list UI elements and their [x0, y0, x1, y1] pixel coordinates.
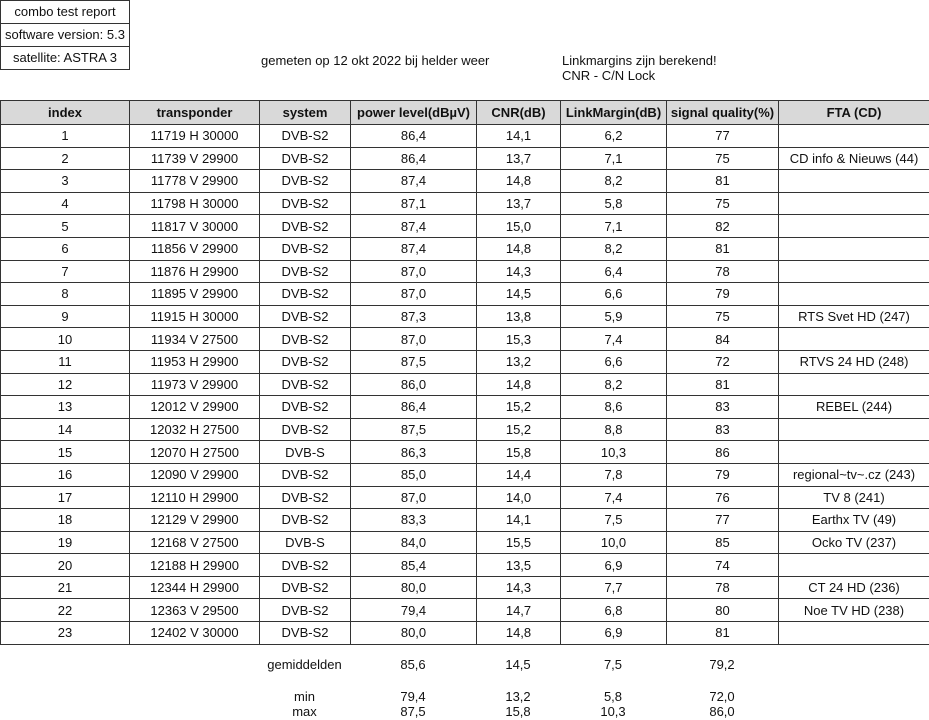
cell-transponder: 12168 V 27500 — [130, 531, 260, 554]
table-row — [1, 441, 929, 464]
cell-linkmargin: 10,0 — [561, 531, 667, 554]
cell-fta-channel — [779, 125, 929, 148]
cell-fta-channel: RTVS 24 HD (248) — [779, 350, 929, 373]
column-header-cnr: CNR(dB) — [477, 101, 561, 125]
cell-power-level: 87,4 — [351, 170, 477, 193]
cell-fta-channel — [779, 418, 929, 441]
cell-fta-channel — [779, 622, 929, 645]
cell-cnr: 14,5 — [477, 283, 561, 306]
cell-cnr: 15,8 — [477, 441, 561, 464]
cell-linkmargin: 7,7 — [561, 576, 667, 599]
cell-power-level: 87,5 — [351, 418, 477, 441]
cell-transponder: 12402 V 30000 — [130, 622, 260, 645]
software-version: software version: 5.3 — [1, 24, 129, 47]
cell-fta-channel — [779, 373, 929, 396]
cell-cnr: 13,7 — [477, 192, 561, 215]
table-row — [1, 125, 929, 148]
cell-system: DVB-S2 — [260, 215, 351, 238]
cell-fta-channel — [779, 260, 929, 283]
cell-cnr: 14,8 — [477, 373, 561, 396]
column-header-fta-channel: FTA (CD) — [779, 101, 929, 125]
cell-transponder: 11798 H 30000 — [130, 192, 260, 215]
report-title: combo test report — [1, 1, 129, 24]
cell-cnr: 15,5 — [477, 531, 561, 554]
cell-linkmargin: 8,2 — [561, 170, 667, 193]
cell-index: 17 — [1, 486, 130, 509]
cell-power-level: 86,4 — [351, 396, 477, 419]
cell-signal-quality: 85 — [667, 531, 779, 554]
table-row — [1, 305, 929, 328]
table-header-row — [1, 101, 929, 125]
max-power: 87,5 — [400, 704, 426, 719]
summary-average-row — [0, 657, 929, 672]
cell-cnr: 13,5 — [477, 554, 561, 577]
cell-transponder: 11915 H 30000 — [130, 305, 260, 328]
summary-min-row — [0, 689, 929, 704]
cell-signal-quality: 81 — [667, 170, 779, 193]
cell-cnr: 14,8 — [477, 237, 561, 260]
cell-signal-quality: 81 — [667, 373, 779, 396]
cell-power-level: 87,0 — [351, 486, 477, 509]
cell-power-level: 85,4 — [351, 554, 477, 577]
cell-cnr: 14,7 — [477, 599, 561, 622]
cell-index: 4 — [1, 192, 130, 215]
cell-power-level: 87,0 — [351, 283, 477, 306]
cell-signal-quality: 75 — [667, 192, 779, 215]
cell-fta-channel — [779, 328, 929, 351]
cell-transponder: 12188 H 29900 — [130, 554, 260, 577]
cell-fta-channel: Ocko TV (237) — [779, 531, 929, 554]
cell-system: DVB-S2 — [260, 260, 351, 283]
cell-fta-channel — [779, 170, 929, 193]
cell-system: DVB-S2 — [260, 192, 351, 215]
cell-linkmargin: 8,8 — [561, 418, 667, 441]
cell-power-level: 86,4 — [351, 147, 477, 170]
cell-cnr: 14,3 — [477, 260, 561, 283]
cell-system: DVB-S2 — [260, 125, 351, 148]
cell-system: DVB-S2 — [260, 350, 351, 373]
cell-transponder: 11895 V 29900 — [130, 283, 260, 306]
min-linkmargin: 5,8 — [603, 689, 623, 704]
cell-transponder: 11817 V 30000 — [130, 215, 260, 238]
cell-fta-channel: CD info & Nieuws (44) — [779, 147, 929, 170]
max-cnr: 15,8 — [505, 704, 531, 719]
cell-signal-quality: 77 — [667, 509, 779, 532]
average-power: 85,6 — [400, 657, 426, 672]
cell-transponder: 12070 H 27500 — [130, 441, 260, 464]
cell-index: 9 — [1, 305, 130, 328]
cell-linkmargin: 8,2 — [561, 237, 667, 260]
cell-transponder: 12363 V 29500 — [130, 599, 260, 622]
cell-power-level: 87,0 — [351, 328, 477, 351]
table-row — [1, 622, 929, 645]
table-row — [1, 373, 929, 396]
table-row — [1, 599, 929, 622]
cell-linkmargin: 5,8 — [561, 192, 667, 215]
cell-cnr: 15,2 — [477, 396, 561, 419]
table-row — [1, 418, 929, 441]
cell-system: DVB-S — [260, 531, 351, 554]
cell-index: 14 — [1, 418, 130, 441]
cell-transponder: 12344 H 29900 — [130, 576, 260, 599]
cell-fta-channel: CT 24 HD (236) — [779, 576, 929, 599]
cell-linkmargin: 8,2 — [561, 373, 667, 396]
cell-cnr: 15,2 — [477, 418, 561, 441]
cell-power-level: 86,0 — [351, 373, 477, 396]
cell-signal-quality: 86 — [667, 441, 779, 464]
table-row — [1, 147, 929, 170]
cell-signal-quality: 74 — [667, 554, 779, 577]
cell-power-level: 86,3 — [351, 441, 477, 464]
table-row — [1, 237, 929, 260]
table-row — [1, 215, 929, 238]
cell-linkmargin: 7,8 — [561, 463, 667, 486]
cell-cnr: 15,0 — [477, 215, 561, 238]
table-row — [1, 260, 929, 283]
cell-cnr: 14,8 — [477, 622, 561, 645]
cell-transponder: 11973 V 29900 — [130, 373, 260, 396]
cell-system: DVB-S2 — [260, 463, 351, 486]
cell-linkmargin: 6,6 — [561, 350, 667, 373]
cell-signal-quality: 79 — [667, 283, 779, 306]
cell-fta-channel — [779, 237, 929, 260]
cell-index: 23 — [1, 622, 130, 645]
cell-system: DVB-S2 — [260, 283, 351, 306]
cell-system: DVB-S2 — [260, 554, 351, 577]
average-cnr: 14,5 — [505, 657, 531, 672]
satellite-name: satellite: ASTRA 3 — [12, 50, 118, 65]
cell-signal-quality: 80 — [667, 599, 779, 622]
cell-linkmargin: 7,1 — [561, 215, 667, 238]
cell-linkmargin: 7,4 — [561, 328, 667, 351]
cell-power-level: 86,4 — [351, 125, 477, 148]
cell-index: 16 — [1, 463, 130, 486]
cell-fta-channel: RTS Svet HD (247) — [779, 305, 929, 328]
min-cnr: 13,2 — [505, 689, 531, 704]
column-header-power-level: power level(dBµV) — [351, 101, 477, 125]
cell-power-level: 80,0 — [351, 622, 477, 645]
cell-index: 3 — [1, 170, 130, 193]
cell-fta-channel: regional~tv~.cz (243) — [779, 463, 929, 486]
cell-index: 1 — [1, 125, 130, 148]
cell-power-level: 87,4 — [351, 237, 477, 260]
cell-power-level: 87,4 — [351, 215, 477, 238]
cell-system: DVB-S2 — [260, 509, 351, 532]
max-quality: 86,0 — [709, 704, 735, 719]
cell-signal-quality: 78 — [667, 576, 779, 599]
cell-index: 6 — [1, 237, 130, 260]
table-row — [1, 328, 929, 351]
cell-system: DVB-S2 — [260, 418, 351, 441]
table-row — [1, 509, 929, 532]
table-row — [1, 283, 929, 306]
cell-system: DVB-S2 — [260, 147, 351, 170]
cell-index: 21 — [1, 576, 130, 599]
cell-index: 7 — [1, 260, 130, 283]
cell-linkmargin: 6,9 — [561, 554, 667, 577]
cell-system: DVB-S2 — [260, 305, 351, 328]
table-row — [1, 396, 929, 419]
cell-system: DVB-S2 — [260, 599, 351, 622]
cell-index: 19 — [1, 531, 130, 554]
cell-system: DVB-S2 — [260, 576, 351, 599]
cell-transponder: 12090 V 29900 — [130, 463, 260, 486]
cell-index: 2 — [1, 147, 130, 170]
cell-linkmargin: 7,5 — [561, 509, 667, 532]
table-row — [1, 350, 929, 373]
cell-index: 18 — [1, 509, 130, 532]
cell-fta-channel: Noe TV HD (238) — [779, 599, 929, 622]
cell-cnr: 14,1 — [477, 125, 561, 148]
cell-cnr: 14,4 — [477, 463, 561, 486]
cell-transponder: 12032 H 27500 — [130, 418, 260, 441]
average-linkmargin: 7,5 — [603, 657, 623, 672]
cell-transponder: 11934 V 27500 — [130, 328, 260, 351]
column-header-linkmargin: LinkMargin(dB) — [561, 101, 667, 125]
cell-fta-channel — [779, 441, 929, 464]
cell-cnr: 13,8 — [477, 305, 561, 328]
cell-index: 5 — [1, 215, 130, 238]
cell-system: DVB-S2 — [260, 622, 351, 645]
cell-system: DVB-S2 — [260, 170, 351, 193]
cell-cnr: 14,1 — [477, 509, 561, 532]
average-label: gemiddelden — [267, 657, 342, 672]
cell-signal-quality: 81 — [667, 237, 779, 260]
cell-signal-quality: 75 — [667, 305, 779, 328]
cell-power-level: 87,1 — [351, 192, 477, 215]
cnr-note: CNR - C/N Lock — [562, 68, 656, 83]
cell-system: DVB-S — [260, 441, 351, 464]
cell-linkmargin: 7,1 — [561, 147, 667, 170]
cell-transponder: 11739 V 29900 — [130, 147, 260, 170]
cell-transponder: 11876 H 29900 — [130, 260, 260, 283]
cell-power-level: 85,0 — [351, 463, 477, 486]
cell-fta-channel: REBEL (244) — [779, 396, 929, 419]
cell-transponder: 11778 V 29900 — [130, 170, 260, 193]
cell-power-level: 87,5 — [351, 350, 477, 373]
cell-linkmargin: 6,8 — [561, 599, 667, 622]
cell-cnr: 13,2 — [477, 350, 561, 373]
column-header-signal-quality: signal quality(%) — [667, 101, 779, 125]
cell-power-level: 87,0 — [351, 260, 477, 283]
min-quality: 72,0 — [709, 689, 735, 704]
cell-cnr: 14,3 — [477, 576, 561, 599]
cell-fta-channel — [779, 215, 929, 238]
cell-transponder: 11953 H 29900 — [130, 350, 260, 373]
cell-linkmargin: 8,6 — [561, 396, 667, 419]
max-linkmargin: 10,3 — [600, 704, 626, 719]
column-header-index: index — [1, 101, 130, 125]
cell-transponder: 11856 V 29900 — [130, 237, 260, 260]
min-label: min — [294, 689, 315, 704]
cell-power-level: 79,4 — [351, 599, 477, 622]
linkmargin-note: Linkmargins zijn berekend! — [562, 53, 717, 68]
cell-index: 13 — [1, 396, 130, 419]
cell-transponder: 11719 H 30000 — [130, 125, 260, 148]
cell-system: DVB-S2 — [260, 373, 351, 396]
cell-index: 8 — [1, 283, 130, 306]
cell-cnr: 14,8 — [477, 170, 561, 193]
cell-signal-quality: 83 — [667, 396, 779, 419]
table-row — [1, 170, 929, 193]
cell-signal-quality: 84 — [667, 328, 779, 351]
summary-max-row — [0, 704, 929, 719]
cell-signal-quality: 76 — [667, 486, 779, 509]
cell-power-level: 80,0 — [351, 576, 477, 599]
cell-transponder: 12110 H 29900 — [130, 486, 260, 509]
cell-linkmargin: 6,6 — [561, 283, 667, 306]
cell-cnr: 13,7 — [477, 147, 561, 170]
cell-signal-quality: 72 — [667, 350, 779, 373]
cell-cnr: 14,0 — [477, 486, 561, 509]
max-label: max — [292, 704, 317, 719]
table-row — [1, 554, 929, 577]
cell-linkmargin: 10,3 — [561, 441, 667, 464]
table-row — [1, 576, 929, 599]
cell-transponder: 12012 V 29900 — [130, 396, 260, 419]
cell-fta-channel — [779, 554, 929, 577]
report-info-box — [0, 0, 130, 70]
measurement-note: gemeten op 12 okt 2022 bij helder weer — [261, 53, 490, 68]
cell-power-level: 84,0 — [351, 531, 477, 554]
cell-fta-channel: TV 8 (241) — [779, 486, 929, 509]
cell-power-level: 87,3 — [351, 305, 477, 328]
cell-system: DVB-S2 — [260, 396, 351, 419]
cell-fta-channel — [779, 283, 929, 306]
cell-index: 12 — [1, 373, 130, 396]
column-header-system: system — [260, 101, 351, 125]
cell-system: DVB-S2 — [260, 328, 351, 351]
cell-signal-quality: 78 — [667, 260, 779, 283]
cell-signal-quality: 83 — [667, 418, 779, 441]
cell-fta-channel — [779, 192, 929, 215]
cell-linkmargin: 5,9 — [561, 305, 667, 328]
transponder-table — [0, 100, 929, 645]
cell-signal-quality: 77 — [667, 125, 779, 148]
column-header-transponder: transponder — [130, 101, 260, 125]
cell-index: 11 — [1, 350, 130, 373]
cell-power-level: 83,3 — [351, 509, 477, 532]
cell-system: DVB-S2 — [260, 237, 351, 260]
table-row — [1, 486, 929, 509]
table-row — [1, 192, 929, 215]
average-quality: 79,2 — [709, 657, 735, 672]
table-row — [1, 463, 929, 486]
cell-signal-quality: 82 — [667, 215, 779, 238]
cell-signal-quality: 75 — [667, 147, 779, 170]
cell-signal-quality: 79 — [667, 463, 779, 486]
table-row — [1, 531, 929, 554]
cell-system: DVB-S2 — [260, 486, 351, 509]
cell-index: 22 — [1, 599, 130, 622]
cell-index: 10 — [1, 328, 130, 351]
cell-linkmargin: 6,9 — [561, 622, 667, 645]
cell-linkmargin: 6,2 — [561, 125, 667, 148]
cell-fta-channel: Earthx TV (49) — [779, 509, 929, 532]
cell-transponder: 12129 V 29900 — [130, 509, 260, 532]
cell-signal-quality: 81 — [667, 622, 779, 645]
cell-index: 20 — [1, 554, 130, 577]
cell-linkmargin: 6,4 — [561, 260, 667, 283]
cell-index: 15 — [1, 441, 130, 464]
cell-cnr: 15,3 — [477, 328, 561, 351]
cell-linkmargin: 7,4 — [561, 486, 667, 509]
min-power: 79,4 — [400, 689, 426, 704]
